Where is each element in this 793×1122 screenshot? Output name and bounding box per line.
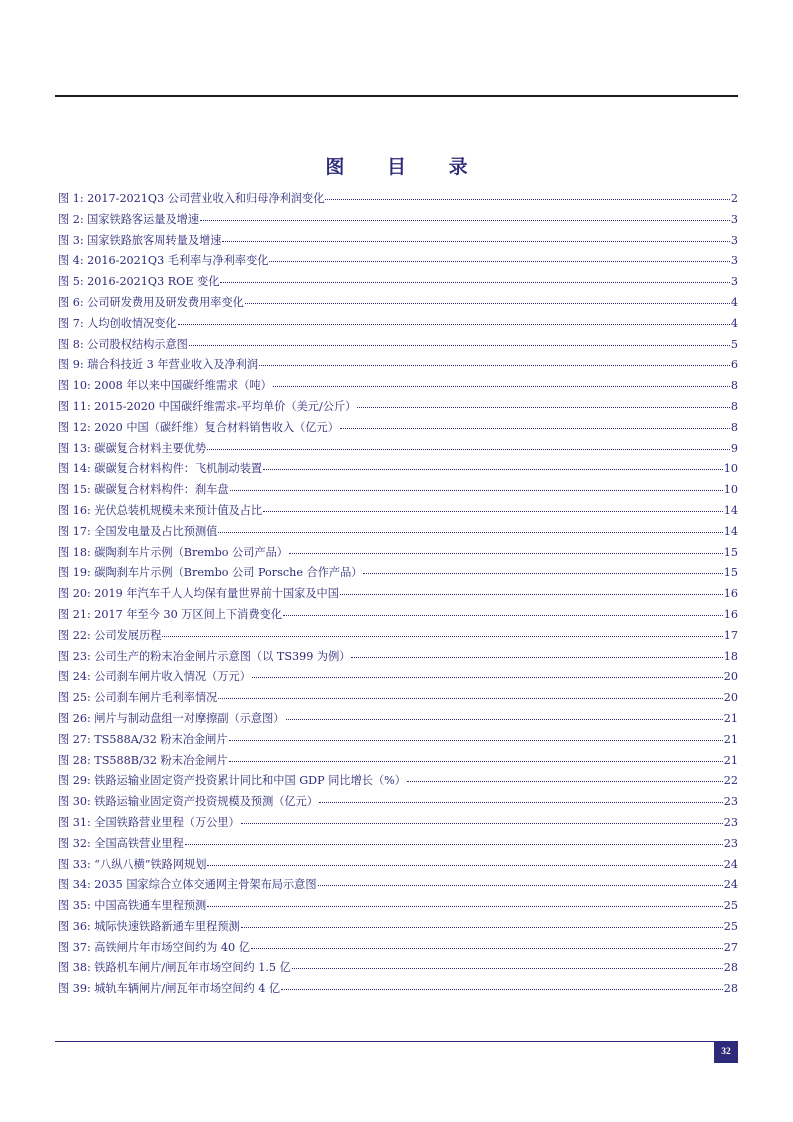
- toc-entry-label: 图 36: 城际快速铁路新通车里程预测: [58, 919, 240, 933]
- toc-leader-dots: [263, 511, 723, 512]
- toc-entry[interactable]: [58, 440, 738, 461]
- toc-leader-dots: [357, 407, 730, 408]
- toc-entry[interactable]: [58, 980, 738, 1001]
- toc-leader-dots: [340, 428, 730, 429]
- toc-entry-page: 28: [723, 961, 738, 975]
- toc-entry[interactable]: [58, 772, 738, 793]
- toc-entry-page: 23: [723, 795, 738, 809]
- toc-leader-dots: [325, 199, 729, 200]
- toc-leader-dots: [289, 553, 723, 554]
- toc-entry-label: 图 2: 国家铁路客运量及增速: [58, 212, 200, 226]
- toc-entry[interactable]: [58, 959, 738, 980]
- toc-entry-page: 3: [730, 254, 738, 268]
- toc-entry-page: 17: [723, 628, 738, 642]
- toc-entry[interactable]: [58, 939, 738, 960]
- page-number-badge: 32: [714, 1041, 738, 1063]
- toc-list: [58, 190, 738, 1001]
- toc-entry-label: 图 15: 碳碳复合材料构件：刹车盘: [58, 483, 229, 497]
- toc-entry[interactable]: [58, 564, 738, 585]
- toc-entry-label: 图 24: 公司刹车闸片收入情况（万元）: [58, 670, 251, 684]
- toc-entry[interactable]: [58, 585, 738, 606]
- toc-entry-page: 23: [723, 836, 738, 850]
- toc-entry-page: 14: [723, 524, 738, 538]
- toc-entry-label: 图 5: 2016-2021Q3 ROE 变化: [58, 275, 220, 289]
- toc-leader-dots: [251, 948, 723, 949]
- toc-entry-page: 10: [723, 483, 738, 497]
- toc-entry-page: 2: [730, 192, 738, 205]
- toc-entry-page: 24: [723, 878, 738, 892]
- toc-entry[interactable]: [58, 502, 738, 523]
- toc-entry-label: 图 20: 2019 年汽车千人人均保有量世界前十国家及中国: [58, 587, 339, 601]
- toc-leader-dots: [319, 802, 723, 803]
- toc-leader-dots: [340, 594, 723, 595]
- toc-entry-label: 图 11: 2015-2020 中国碳纤维需求-平均单价（美元/公斤）: [58, 399, 357, 413]
- toc-entry[interactable]: [58, 814, 738, 835]
- toc-leader-dots: [351, 657, 722, 658]
- footer-divider: [55, 1041, 738, 1042]
- toc-entry[interactable]: [58, 419, 738, 440]
- toc-leader-dots: [185, 844, 723, 845]
- toc-entry-label: 图 22: 公司发展历程: [58, 628, 162, 642]
- toc-entry-label: 图 21: 2017 年至今 30 万区间上下消费变化: [58, 607, 282, 621]
- toc-entry-label: 图 13: 碳碳复合材料主要优势: [58, 441, 207, 455]
- toc-leader-dots: [292, 968, 723, 969]
- toc-entry[interactable]: [58, 835, 738, 856]
- toc-entry[interactable]: [58, 523, 738, 544]
- toc-leader-dots: [230, 490, 723, 491]
- toc-entry[interactable]: [58, 377, 738, 398]
- toc-entry-page: 10: [723, 462, 738, 476]
- toc-entry-page: 27: [723, 940, 738, 954]
- toc-entry-page: 25: [723, 899, 738, 913]
- toc-entry-label: 图 27: TS588A/32 粉末冶金闸片: [58, 732, 228, 746]
- toc-entry-page: 3: [730, 233, 738, 247]
- toc-entry-page: 8: [730, 399, 738, 413]
- toc-leader-dots: [162, 636, 722, 637]
- toc-leader-dots: [207, 865, 722, 866]
- toc-entry-label: 图 6: 公司研发费用及研发费用率变化: [58, 295, 244, 309]
- toc-entry-page: 4: [730, 316, 738, 330]
- toc-entry-label: 图 12: 2020 中国（碳纤维）复合材料销售收入（亿元）: [58, 420, 339, 434]
- toc-leader-dots: [207, 449, 730, 450]
- toc-entry-page: 8: [730, 420, 738, 434]
- toc-leader-dots: [252, 677, 723, 678]
- toc-entry-page: 5: [730, 337, 738, 351]
- toc-entry-label: 图 29: 铁路运输业固定资产投资累计同比和中国 GDP 同比增长（%）: [58, 774, 406, 788]
- toc-entry-label: 图 33: “八纵八横”铁路网规划: [58, 857, 207, 871]
- toc-entry-page: 9: [730, 441, 738, 455]
- toc-entry[interactable]: [58, 336, 738, 357]
- toc-entry-page: 21: [723, 711, 738, 725]
- toc-entry-label: 图 31: 全国铁路营业里程（万公里）: [58, 815, 240, 829]
- toc-leader-dots: [220, 282, 729, 283]
- toc-entry[interactable]: [58, 918, 738, 939]
- toc-entry[interactable]: [58, 648, 738, 669]
- toc-title: 图 目 录: [325, 156, 486, 178]
- toc-entry-label: 图 39: 城轨车辆闸片/闸瓦年市场空间约 4 亿: [58, 982, 281, 996]
- toc-leader-dots: [222, 241, 729, 242]
- toc-entry-label: 图 23: 公司生产的粉末冶金闸片示意图（以 TS399 为例）: [58, 649, 351, 663]
- toc-entry-page: 21: [723, 732, 738, 746]
- toc-entry-label: 图 17: 全国发电量及占比预测值: [58, 524, 218, 538]
- toc-entry-label: 图 32: 全国高铁营业里程: [58, 836, 184, 850]
- toc-entry[interactable]: [58, 460, 738, 481]
- toc-leader-dots: [229, 761, 723, 762]
- toc-entry-label: 图 30: 铁路运输业固定资产投资规模及预测（亿元）: [58, 795, 319, 809]
- toc-entry[interactable]: [58, 752, 738, 773]
- toc-entry[interactable]: [58, 481, 738, 502]
- toc-entry-page: 14: [723, 503, 738, 517]
- toc-entry[interactable]: [58, 897, 738, 918]
- toc-entry-label: 图 18: 碳陶刹车片示例（Brembo 公司产品）: [58, 545, 288, 559]
- toc-entry-label: 图 35: 中国高铁通车里程预测: [58, 899, 207, 913]
- toc-leader-dots: [241, 823, 723, 824]
- toc-entry-page: 16: [723, 587, 738, 601]
- toc-entry[interactable]: [58, 544, 738, 565]
- toc-entry-label: 图 16: 光伏总装机规模未来预计值及占比: [58, 503, 263, 517]
- toc-entry[interactable]: [58, 294, 738, 315]
- toc-entry-page: 24: [723, 857, 738, 871]
- toc-entry-label: 图 28: TS588B/32 粉末冶金闸片: [58, 753, 228, 767]
- toc-entry-page: 3: [730, 212, 738, 226]
- toc-leader-dots: [273, 386, 730, 387]
- toc-entry-page: 28: [723, 982, 738, 996]
- toc-leader-dots: [263, 469, 723, 470]
- toc-entry-page: 6: [730, 358, 738, 372]
- toc-entry-label: 图 26: 闸片与制动盘组一对摩擦副（示意图）: [58, 711, 285, 725]
- toc-entry[interactable]: [58, 273, 738, 294]
- toc-entry[interactable]: [58, 668, 738, 689]
- toc-leader-dots: [207, 906, 723, 907]
- toc-entry[interactable]: [58, 689, 738, 710]
- toc-leader-dots: [218, 532, 722, 533]
- toc-entry-label: 图 9: 瑞合科技近 3 年营业收入及净利润: [58, 358, 259, 372]
- toc-entry-label: 图 3: 国家铁路旅客周转量及增速: [58, 233, 222, 247]
- toc-entry-label: 图 25: 公司刹车闸片毛利率情况: [58, 691, 218, 705]
- toc-entry[interactable]: [58, 606, 738, 627]
- header-divider: [55, 95, 738, 97]
- toc-entry-label: 图 19: 碳陶刹车片示例（Brembo 公司 Porsche 合作产品）: [58, 566, 363, 580]
- toc-leader-dots: [229, 740, 723, 741]
- toc-leader-dots: [241, 927, 723, 928]
- toc-leader-dots: [363, 573, 722, 574]
- toc-entry-page: 16: [723, 607, 738, 621]
- toc-entry-page: 15: [723, 566, 738, 580]
- toc-entry-page: 18: [723, 649, 738, 663]
- toc-entry-label: 图 4: 2016-2021Q3 毛利率与净利率变化: [58, 254, 269, 268]
- toc-entry-page: 20: [723, 670, 738, 684]
- toc-leader-dots: [245, 303, 730, 304]
- toc-leader-dots: [269, 261, 729, 262]
- toc-entry[interactable]: [58, 710, 738, 731]
- toc-leader-dots: [218, 698, 722, 699]
- toc-leader-dots: [189, 345, 730, 346]
- toc-entry-page: 4: [730, 295, 738, 309]
- toc-entry[interactable]: [58, 731, 738, 752]
- toc-entry-page: 25: [723, 919, 738, 933]
- toc-entry-page: 22: [723, 774, 738, 788]
- toc-entry[interactable]: [58, 232, 738, 253]
- toc-entry-label: 图 10: 2008 年以来中国碳纤维需求（吨）: [58, 379, 272, 393]
- toc-leader-dots: [178, 324, 730, 325]
- toc-entry[interactable]: [58, 876, 738, 897]
- toc-entry[interactable]: [58, 856, 738, 877]
- toc-entry-page: 23: [723, 815, 738, 829]
- toc-leader-dots: [286, 719, 723, 720]
- toc-entry[interactable]: [58, 315, 738, 336]
- toc-leader-dots: [283, 615, 723, 616]
- toc-entry-label: 图 37: 高铁闸片年市场空间约为 40 亿: [58, 940, 250, 954]
- toc-entry[interactable]: [58, 356, 738, 377]
- toc-leader-dots: [407, 781, 723, 782]
- toc-entry[interactable]: [58, 190, 738, 211]
- toc-entry-page: 3: [730, 275, 738, 289]
- toc-entry[interactable]: [58, 398, 738, 419]
- toc-entry[interactable]: [58, 211, 738, 232]
- toc-entry-label: 图 1: 2017-2021Q3 公司营业收入和归母净利润变化: [58, 192, 325, 205]
- toc-leader-dots: [200, 220, 730, 221]
- toc-entry-page: 20: [723, 691, 738, 705]
- toc-entry-page: 21: [723, 753, 738, 767]
- toc-leader-dots: [318, 885, 723, 886]
- toc-entry-label: 图 38: 铁路机车闸片/闸瓦年市场空间约 1.5 亿: [58, 961, 291, 975]
- toc-entry-page: 15: [723, 545, 738, 559]
- toc-entry[interactable]: [58, 252, 738, 273]
- toc-entry-page: 8: [730, 379, 738, 393]
- toc-entry[interactable]: [58, 627, 738, 648]
- toc-entry-label: 图 34: 2035 国家综合立体交通网主骨架布局示意图: [58, 878, 317, 892]
- toc-leader-dots: [259, 365, 730, 366]
- toc-entry-label: 图 7: 人均创收情况变化: [58, 316, 177, 330]
- toc-leader-dots: [281, 989, 723, 990]
- toc-entry-label: 图 8: 公司股权结构示意图: [58, 337, 188, 351]
- toc-entry[interactable]: [58, 793, 738, 814]
- toc-entry-label: 图 14: 碳碳复合材料构件：飞机制动装置: [58, 462, 263, 476]
